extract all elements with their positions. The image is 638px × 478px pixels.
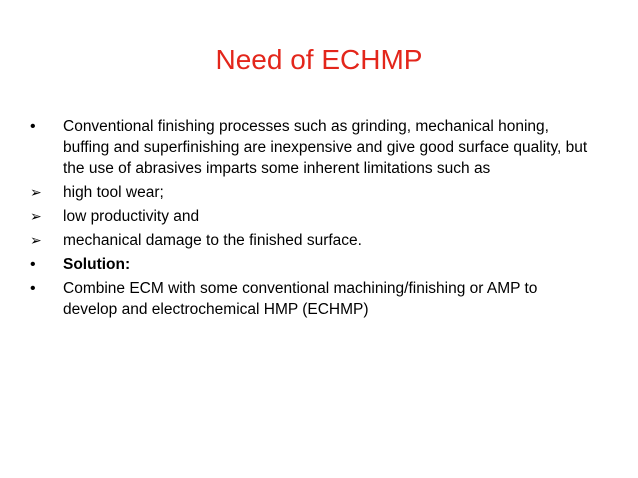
list-item-text: Combine ECM with some conventional machining/finishing or AMP to develop and electrochemical HMP (ECHMP) bbox=[63, 280, 538, 318]
slide-title: Need of ECHMP bbox=[215, 44, 423, 75]
arrow-bullet-icon: ➢ bbox=[30, 184, 42, 200]
list-item bbox=[30, 116, 590, 179]
list-item-text: Conventional finishing processes such as grinding, mechanical honing, buffing and superfinishing are inexpensive and give good surface quality, but the use of abrasives imparts some inherent limitations such as bbox=[63, 118, 588, 177]
arrow-bullet-icon: ➢ bbox=[30, 208, 42, 224]
list-item-text: high tool wear; bbox=[63, 184, 164, 201]
list-item bbox=[30, 206, 590, 227]
list-item bbox=[30, 254, 590, 275]
arrow-bullet-icon: ➢ bbox=[30, 232, 42, 248]
bullet-icon: • bbox=[30, 256, 36, 273]
bullet-list bbox=[30, 116, 590, 323]
list-item-text: low productivity and bbox=[63, 208, 200, 225]
list-item-text: mechanical damage to the finished surface. bbox=[63, 232, 362, 249]
list-item bbox=[30, 182, 590, 203]
list-item bbox=[30, 278, 590, 320]
list-item bbox=[30, 230, 590, 251]
bullet-icon: • bbox=[30, 118, 36, 135]
solution-label: Solution: bbox=[63, 256, 131, 273]
bullet-icon: • bbox=[30, 280, 36, 297]
